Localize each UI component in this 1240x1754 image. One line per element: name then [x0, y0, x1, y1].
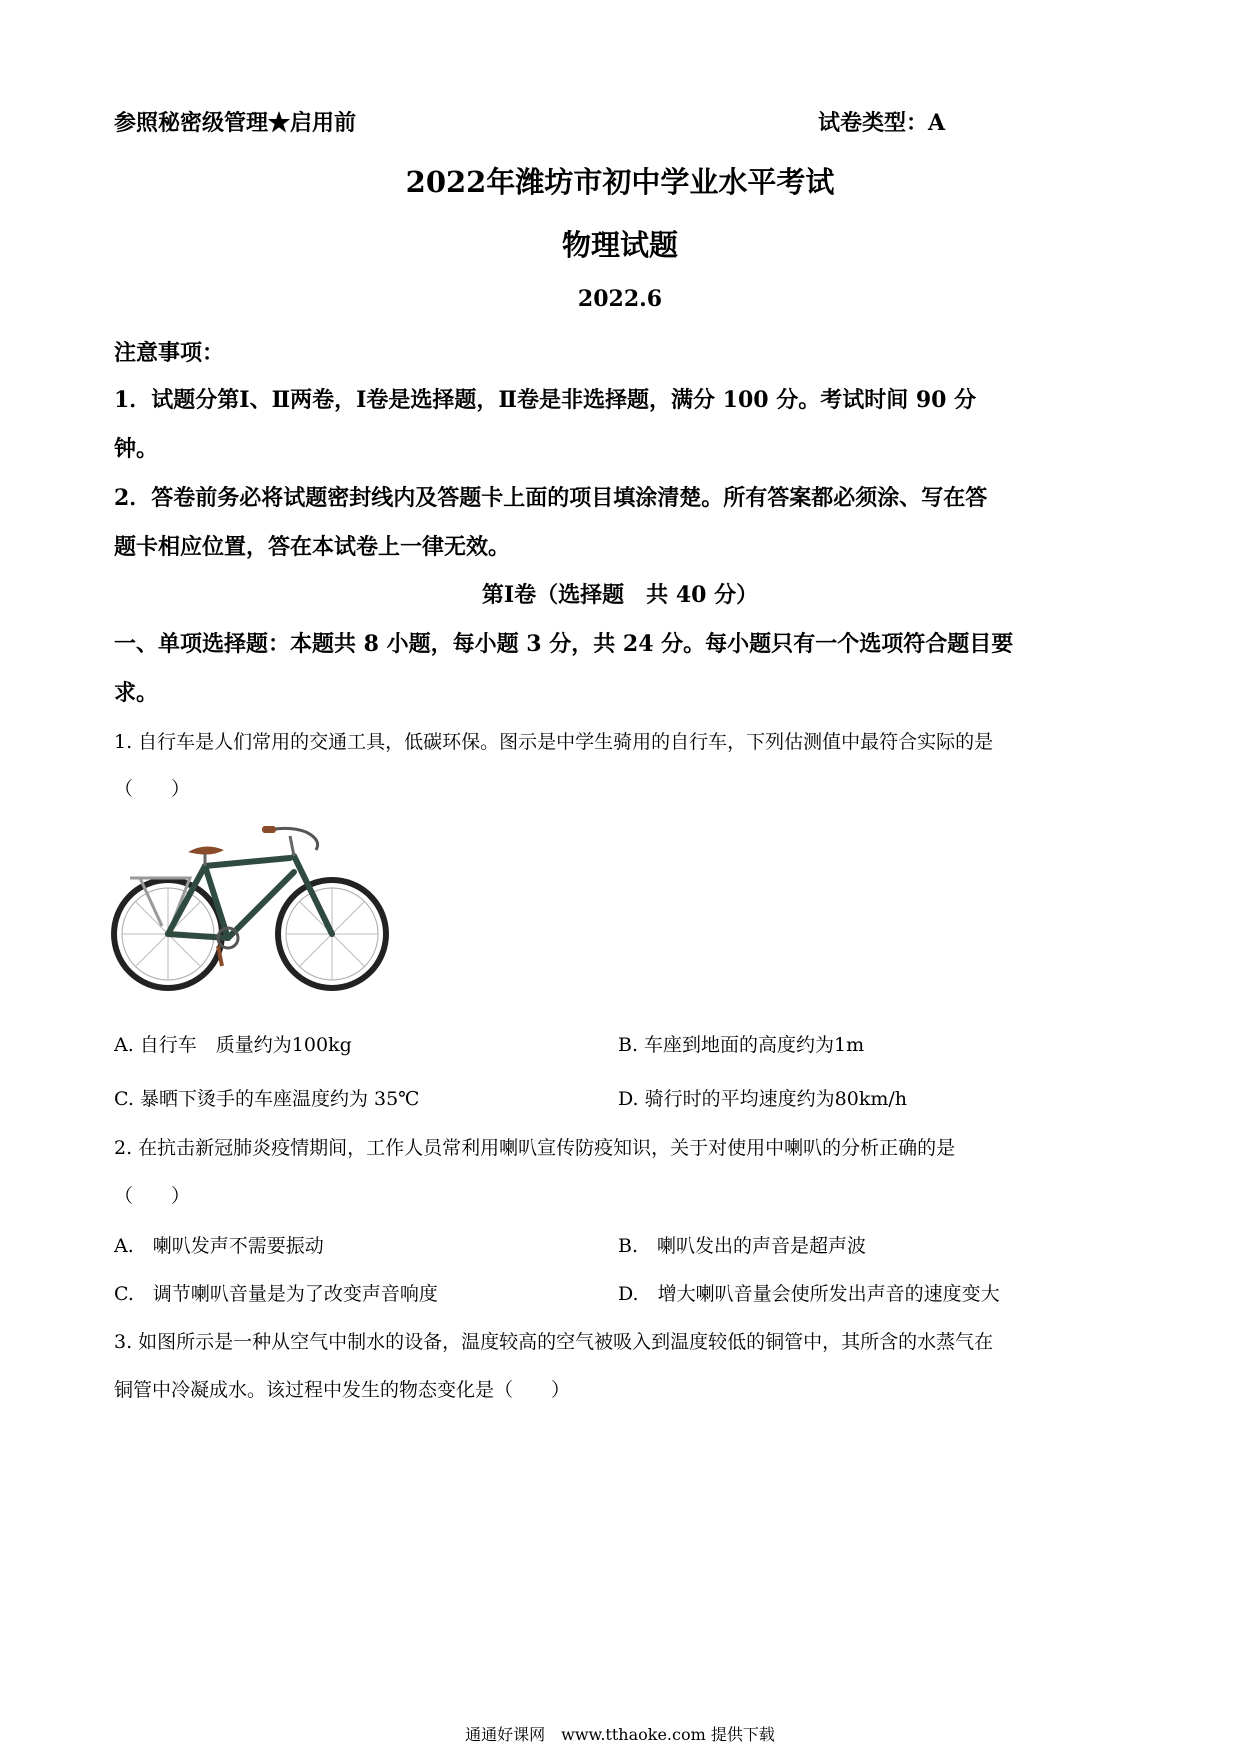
- part-one-instruction-line-2: 求。: [114, 680, 159, 706]
- question-1-option-c: C. 暴晒下烫手的车座温度约为 35℃: [114, 1088, 420, 1110]
- question-1-option-b: B. 车座到地面的高度约为1m: [618, 1034, 865, 1056]
- question-1-option-a: A. 自行车 质量约为100kg: [114, 1034, 352, 1056]
- exam-date: 2022.6: [577, 286, 663, 312]
- question-2-option-d: D. 增大喇叭音量会使所发出声音的速度变大: [618, 1283, 1000, 1305]
- bicycle-image: [110, 816, 390, 996]
- question-2-option-a: A. 喇叭发声不需要振动: [114, 1235, 324, 1257]
- notice-item-2-line-1: 2．答卷前务必将试题密封线内及答题卡上面的项目填涂清楚。所有答案都必须涂、写在答: [114, 485, 988, 511]
- question-1-option-d: D. 骑行时的平均速度约为80km/h: [618, 1088, 907, 1110]
- question-3-stem-line-2: 铜管中冷凝成水。该过程中发生的物态变化是（ ）: [114, 1379, 571, 1401]
- notice-item-1-line-1: 1．试题分第Ⅰ、Ⅱ两卷，Ⅰ卷是选择题，Ⅱ卷是非选择题，满分 100 分。考试时间 90 分: [114, 387, 977, 413]
- question-2-stem-line-1: 2. 在抗击新冠肺炎疫情期间，工作人员常利用喇叭宣传防疫知识，关于对使用中喇叭的分析正确的是: [114, 1137, 956, 1159]
- notice-item-1-line-2: 钟。: [114, 436, 159, 462]
- question-2-stem-line-2: （ ）: [114, 1185, 191, 1207]
- question-2-option-b: B. 喇叭发出的声音是超声波: [618, 1235, 867, 1257]
- exam-subtitle: 物理试题: [561, 228, 678, 262]
- notice-heading: 注意事项：: [114, 340, 225, 366]
- question-3-stem-line-1: 3. 如图所示是一种从空气中制水的设备，温度较高的空气被吸入到温度较低的铜管中，其所含的水蒸气在: [114, 1331, 994, 1353]
- question-1-stem-line-1: 1. 自行车是人们常用的交通工具，低碳环保。图示是中学生骑用的自行车，下列估测值中最符合实际的是: [114, 731, 994, 753]
- paper-type-label: 试卷类型：A: [818, 110, 946, 136]
- section-title: 第Ⅰ卷（选择题 共 40 分）: [481, 582, 759, 608]
- question-2-option-c: C. 调节喇叭音量是为了改变声音响度: [114, 1283, 438, 1305]
- confidentiality-label: 参照秘密级管理★启用前: [114, 110, 357, 136]
- page-footer: 通通好课网 www.tthaoke.com 提供下载: [465, 1725, 775, 1744]
- exam-title: 2022年潍坊市初中学业水平考试: [405, 165, 835, 199]
- notice-item-2-line-2: 题卡相应位置，答在本试卷上一律无效。: [114, 534, 511, 560]
- question-1-stem-line-2: （ ）: [114, 778, 191, 800]
- part-one-instruction-line-1: 一、单项选择题：本题共 8 小题，每小题 3 分，共 24 分。每小题只有一个选项符合题目要: [114, 631, 1014, 657]
